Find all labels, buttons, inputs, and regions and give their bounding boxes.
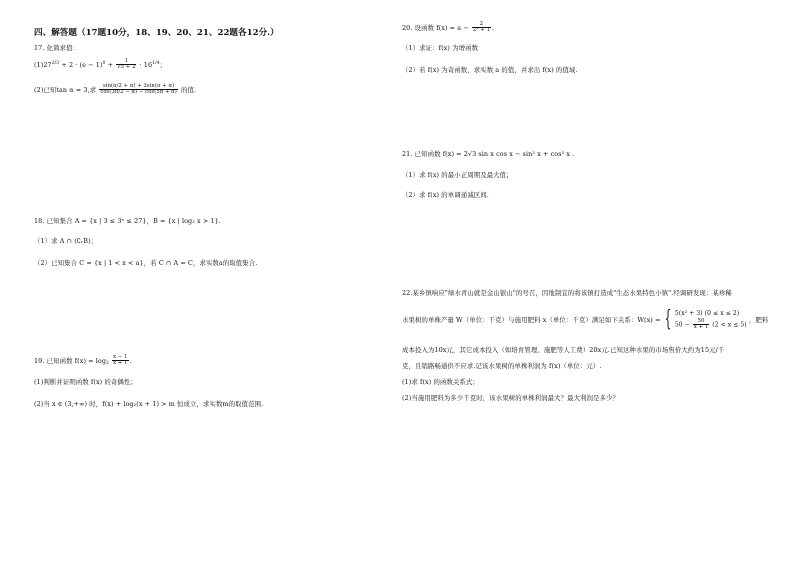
q22-case2-pre: 50 − [674,321,690,329]
q22-case2-fraction [693,319,709,331]
q20-frac-num: 2 [472,22,491,28]
q19-part2: (2)当 x ∈ (3,+∞) 时，f(x) + log₂(x + 1) > m 恒成立，求实数m的取值范围. [34,400,264,408]
q17-part1-plus: + [107,60,114,69]
q17-part2-frac-num: sin(π/2 + α) + 3sin(π + α) [99,84,178,90]
q17-part1-frac-num: 1 [116,59,136,65]
q22-case2-frac-num: 50 [693,319,709,325]
q20-part2: （2）若 f(x) 为奇函数，求实数 a 的值，并求出 f(x) 的值域. [402,66,578,74]
q20-heading [402,22,494,34]
q17-part1-exp-d: 1/4 [152,60,160,66]
piecewise-brace: { [664,307,672,332]
q17-part2-end: 的值. [181,85,197,94]
q19-heading-end: . [129,356,132,365]
q17-part1-exp-a: 2/3 [51,60,60,66]
q22-case2-post: (2 < x ≤ 5) [712,321,747,329]
q19-log-base: 2 [106,360,110,366]
q19-heading [34,355,132,367]
q20-fraction [472,22,491,34]
q18-part1: （1）求 A ∩ (∁ᵣB)； [34,237,98,245]
q17-part1-term-b: + 2 · (e − 1) [61,60,103,69]
q17-part1-fraction [116,59,136,71]
q20-heading-pre: 20. 设函数 f(x) = a − [402,23,469,32]
q17-part1 [34,59,166,71]
q17-part2-frac-den: cos(3π/2 − α) − cos(5π + α) [100,89,177,96]
q21-part1: （1）求 f(x) 的最小正周期及最大值； [402,171,513,179]
q19-fraction [112,355,128,367]
q17-part1-end: ； [159,60,167,69]
q17-part1-exp-b: 0 [102,60,106,66]
q17-heading: 17. 化简求值： [34,44,80,52]
q19-part1: (1)判断并证明函数 f(x) 的奇偶性； [34,378,137,386]
q22-case1: 5(x² + 3) (0 ≤ x ≤ 2) [674,310,740,318]
section-title: 四、解答题（17题10分，18、19、20、21、22题各12分.） [34,28,279,38]
q18-heading: 18. 已知集合 A = {x | 3 ≤ 3ˣ ≤ 27}，B = {x | log₂ x > 1}. [34,217,221,225]
q19-frac-num: x − 1 [113,354,128,360]
q22-line2-pre: 水果树的单株产量 W（单位：千克）与施用肥料 x（单位：千克）满足如下关系：W(x) = [402,316,661,324]
q18-part2: （2）已知集合 C = {x | 1 < x < a}，若 C ∩ A = C，求实数a的取值集合. [34,259,258,267]
q17-part1-label: (1) [34,60,44,69]
q17-part2-fraction [99,84,178,96]
q20-frac-den: 2ˣ + 1 [472,27,490,34]
q17-part1-term-a: 27 [43,60,52,69]
q20-heading-end: . [491,23,495,32]
q17-part1-term-d: · 16 [139,60,153,69]
q22-case2 [675,319,747,331]
q22-line1: 22.某乡镇响应"绿水青山就是金山银山"的号召，因地制宜的将该镇打造成"生态水果特色小镇".经调研发现：某珍稀 [402,289,732,297]
q19-frac-den: x + 1 [113,360,128,367]
q17-part2-label: (2)已知tan α = 3,求 [34,85,97,94]
q22-line4: 克，且销路畅通供不应求.记该水果树的单株利润为 f(x)（单位：元）. [402,362,602,370]
q20-part1: （1）求证：f(x) 为增函数 [402,44,479,52]
q17-part1-frac-den: √5 + 2 [117,64,136,71]
q21-part2: （2）求 f(x) 的单调递减区间. [402,191,489,199]
q22-part1: (1)求 f(x) 的函数关系式； [402,378,479,386]
q22-line2 [402,309,768,331]
q21-heading: 21. 已知函数 f(x) = 2√3 sin x cos x − sin² x + cos² x . [402,150,575,158]
q22-piecewise [675,309,747,331]
q19-heading-pre: 19. 已知函数 f(x) = log [34,356,107,365]
q22-line3: 成本投入为10x元，其它成本投入（如培育管理、施肥等人工费）20x元.已知这种水果的市场售价大约为15元/千 [402,346,725,354]
q22-line2-post: ，肥料 [748,316,769,324]
q17-part2 [34,84,196,96]
q22-case2-frac-den: x + 1 [693,324,709,331]
q22-part2: (2)当施用肥料为多少千克时，该水果树的单株利润最大？最大利润是多少？ [402,394,620,402]
